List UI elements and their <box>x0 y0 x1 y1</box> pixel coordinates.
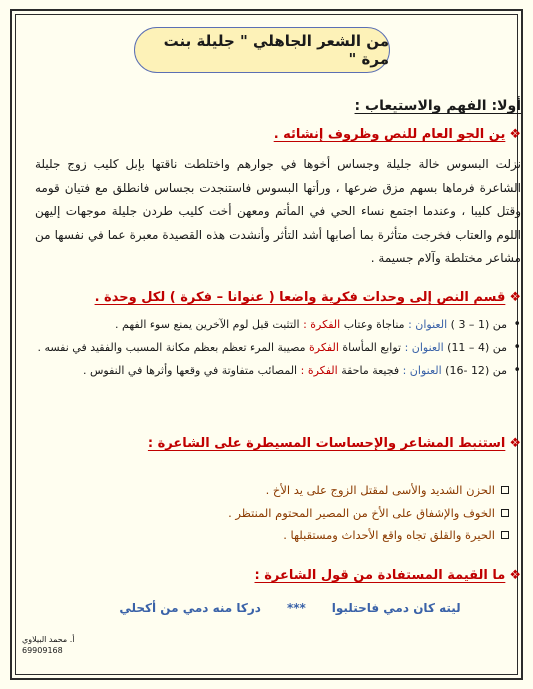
question-value-text: ما القيمة المستفادة من قول الشاعرة : <box>254 568 506 583</box>
unit-range: من (1 – 3 ) <box>450 318 507 331</box>
unit-idea: المصائب متفاوتة في وقعها وأثرها في النفوس . <box>83 364 298 377</box>
verse-second-hemistich: دركا منه دمي من أكحلي <box>119 601 261 615</box>
unit-title: فجيعة ماحقة <box>341 364 400 377</box>
feeling-text: الحزن الشديد والأسى لمقتل الزوج على يد الأخ . <box>265 483 495 497</box>
verse-first-hemistich: ليته كان دمي فاحتلبوا <box>331 601 461 615</box>
diamond-bullet-icon: ❖ <box>509 568 521 583</box>
checkbox-square-icon <box>501 509 509 517</box>
context-paragraph: نزلت البسوس خالة جليلة وجساس أخوها في جوارهم واختلطت ناقتها بإبل كليب زوج جليلة الشاعرة فرماها بسهم مزق ضرعها ، ورأتها البسوس فاستنجدت بجساس فانطلق مع فتيان قومه وقتل كليبا ، وعندما اجتمع نساء الحي في المأتم ومعهن أخت كليب طردن جليلة موجهات إليهن اللوم والعتاب فخرجت متأثرة بما أصابها أشد التأثر وأنشدت هذه القصيدة معبرة عما في نفسها من مشاعر مختلطة وآلام جسيمة . <box>35 157 521 265</box>
question-units <box>95 290 521 305</box>
diamond-bullet-icon: ❖ <box>509 127 521 142</box>
unit-item <box>35 359 521 382</box>
feeling-item <box>39 479 509 502</box>
feeling-item <box>39 524 509 547</box>
question-feelings <box>148 436 521 451</box>
question-feelings-text: استنبط المشاعر والإحساسات المسيطرة على الشاعرة : <box>147 436 506 451</box>
diamond-bullet-icon: ❖ <box>509 436 521 451</box>
unit-range: من (12 -16) <box>445 364 507 377</box>
unit-idea: مصيبة المرء تعظم بعظم مكانة المسبب والفقيد في نفسه . <box>37 341 306 354</box>
unit-title-label: العنوان : <box>404 341 444 354</box>
units-list <box>35 313 521 382</box>
author-phone: 69909168 <box>22 646 63 655</box>
feelings-list <box>39 479 509 547</box>
feeling-item <box>39 502 509 525</box>
section-heading-comprehension: أولا: الفهم والاستيعاب : <box>354 98 521 114</box>
unit-title: توابع المأساة <box>342 341 402 354</box>
unit-idea: التثبت قبل لوم الآخرين يمنع سوء الفهم . <box>115 318 300 331</box>
unit-idea-label: الفكرة : <box>303 318 341 331</box>
diamond-bullet-icon: ❖ <box>509 290 521 305</box>
unit-item <box>35 313 521 336</box>
poem-verse <box>47 601 533 615</box>
checkbox-square-icon <box>501 531 509 539</box>
unit-title-label: العنوان : <box>408 318 448 331</box>
question-value <box>255 568 522 583</box>
author-name: أ. محمد البيلاوي <box>22 635 75 644</box>
unit-idea-label: الفكرة <box>309 341 339 354</box>
unit-title-label: العنوان : <box>402 364 442 377</box>
checkbox-square-icon <box>501 486 509 494</box>
page-title: من الشعر الجاهلي " جليلة بنت مرة " <box>134 27 390 73</box>
unit-range: من (4 – 11) <box>447 341 507 354</box>
feeling-text: الحيرة والقلق تجاه واقع الأحداث ومستقبلها . <box>283 528 495 542</box>
unit-title: مناجاة وعتاب <box>343 318 405 331</box>
unit-item <box>35 336 521 359</box>
verse-separator: *** <box>286 601 306 615</box>
author-signature <box>22 634 75 656</box>
feeling-text: الخوف والإشفاق على الأخ من المصير المحتوم المنتظر . <box>228 505 495 520</box>
question-units-text: قسم النص إلى وحدات فكرية واضعا ( عنوانا – فكرة ) لكل وحدة . <box>94 290 506 305</box>
question-context-text: ين الجو العام للنص وظروف إنشائه . <box>273 127 506 142</box>
unit-idea-label: الفكرة : <box>300 364 338 377</box>
question-context <box>274 127 521 142</box>
